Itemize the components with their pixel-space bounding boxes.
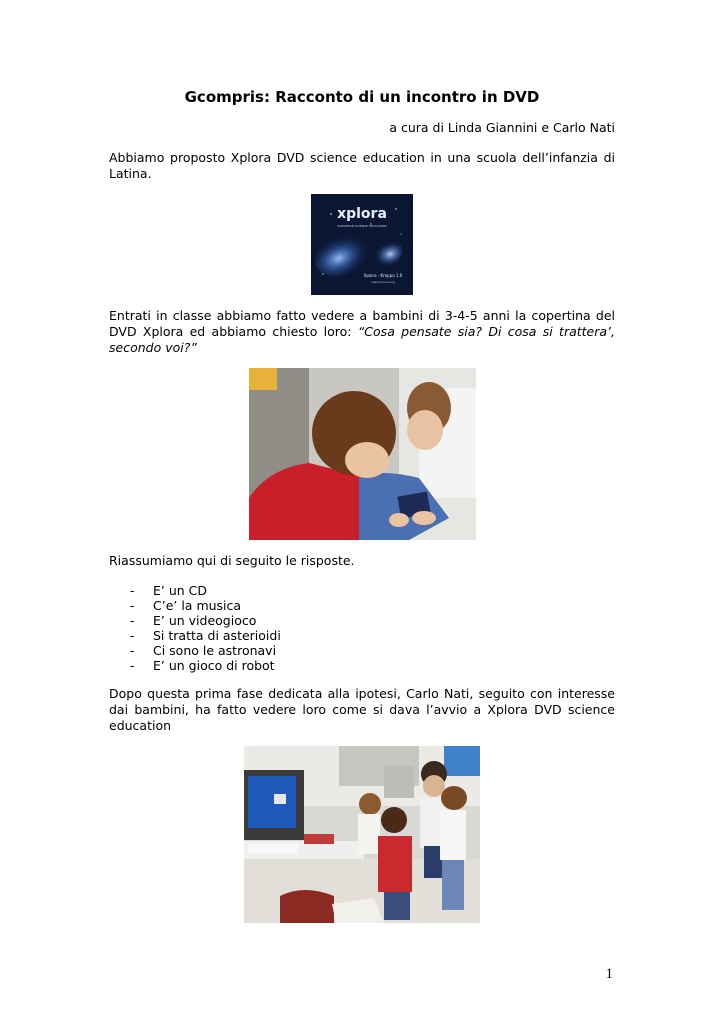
list-item: - Ci sono le astronavi (130, 643, 277, 658)
page-number: 1 (605, 966, 613, 982)
responses-list (130, 583, 281, 673)
list-item: - E’ un gioco di robot (130, 658, 275, 673)
byline: a cura di Linda Giannini e Carlo Nati (389, 120, 615, 135)
children-with-dvd-photo (249, 368, 476, 540)
computer-demo-photo (244, 746, 480, 923)
list-item: - Si tratta di asterioidi (130, 628, 281, 643)
paragraph-classroom-quote: “Cosa pensate sia? Di cosa si tratterа’, secondo voi?” (109, 324, 615, 355)
list-marker: - (130, 658, 135, 673)
list-marker: - (130, 598, 135, 613)
paragraph-classroom (109, 308, 615, 356)
document-title: Gcompris: Racconto di un incontro in DVD (184, 88, 540, 106)
list-marker: - (130, 643, 135, 658)
dvd-cover-image (311, 194, 413, 295)
list-item: - E’ un CD (130, 583, 208, 598)
list-item: - C’e’ la musica (130, 598, 242, 613)
list-marker: - (130, 583, 135, 598)
paragraph-responses-intro: Riassumiamo qui di seguito le risposte. (109, 553, 355, 568)
paragraph-intro: Abbiamo proposto Xplora DVD science education in una scuola dell’infanzia di Latina. (109, 150, 615, 181)
paragraph-classroom-text: Entrati in classe abbiamo fatto vedere a bambini di 3-4-5 anni la copertina del DVD Xplora ed abbiamo chiesto loro: (109, 308, 615, 339)
dvd-caption-text: Xplora - Kreppa 1.0 (363, 273, 403, 278)
dvd-url-text: www.xplora.org (371, 280, 395, 284)
dvd-subtitle-text: EUROPEAN SCIENCE EDUCATION (337, 224, 387, 228)
list-marker: - (130, 628, 135, 643)
list-marker: - (130, 613, 135, 628)
dvd-logo-text: xplora (337, 206, 387, 222)
list-item: - E’ un videogioco (130, 613, 257, 628)
paragraph-demonstration: Dopo questa prima fase dedicata alla ipotesi, Carlo Nati, seguito con interesse dai bambini, ha fatto vedere loro come si dava l’avvio a Xplora DVD science education (109, 686, 615, 733)
